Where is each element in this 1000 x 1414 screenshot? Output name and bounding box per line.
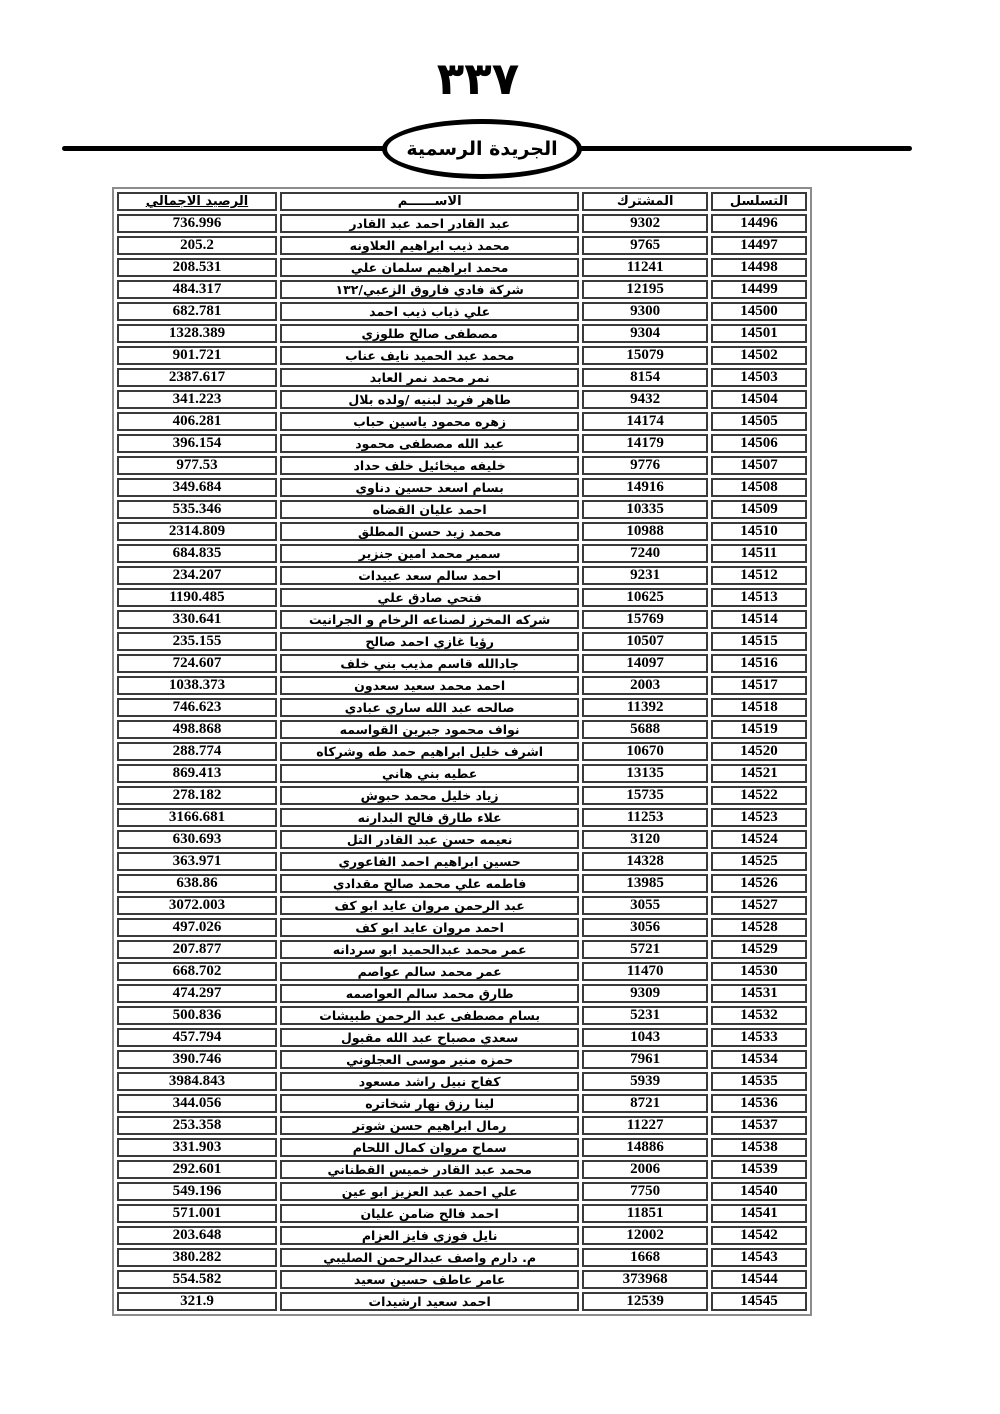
table-row [117, 1204, 807, 1223]
table-row [117, 214, 807, 233]
cell-name: عامر عاطف حسين سعيد [280, 1270, 580, 1289]
cell-balance: 2387.617 [117, 368, 277, 387]
cell-balance: 396.154 [117, 434, 277, 453]
cell-subscriber: 10335 [582, 500, 707, 519]
cell-balance: 535.346 [117, 500, 277, 519]
cell-name: رمال ابراهيم حسن شوتر [280, 1116, 580, 1135]
cell-subscriber: 7240 [582, 544, 707, 563]
cell-serial: 14542 [711, 1226, 807, 1245]
cell-name: محمد عبد القادر خميس القطناني [280, 1160, 580, 1179]
cell-name: علاء طارق فالح البدارنه [280, 808, 580, 827]
cell-name: احمد محمد سعيد سعدون [280, 676, 580, 695]
subscribers-table-container [112, 187, 816, 1316]
cell-balance: 630.693 [117, 830, 277, 849]
cell-balance: 977.53 [117, 456, 277, 475]
cell-name: فتحي صادق علي [280, 588, 580, 607]
cell-balance: 554.582 [117, 1270, 277, 1289]
cell-serial: 14500 [711, 302, 807, 321]
table-row [117, 346, 807, 365]
table-row [117, 1028, 807, 1047]
cell-serial: 14513 [711, 588, 807, 607]
cell-name: بسام اسعد حسين دناوي [280, 478, 580, 497]
col-header-balance: الرصيد الاجمالي [117, 192, 277, 211]
table-row [117, 236, 807, 255]
cell-serial: 14504 [711, 390, 807, 409]
cell-subscriber: 9300 [582, 302, 707, 321]
cell-name: كفاح نبيل راشد مسعود [280, 1072, 580, 1091]
cell-balance: 1190.485 [117, 588, 277, 607]
cell-name: رؤيا غازي احمد صالح [280, 632, 580, 651]
cell-subscriber: 14916 [582, 478, 707, 497]
cell-balance: 330.641 [117, 610, 277, 629]
cell-subscriber: 12539 [582, 1292, 707, 1311]
cell-subscriber: 8154 [582, 368, 707, 387]
cell-name: عمر محمد عبدالحميد ابو سردانه [280, 940, 580, 959]
table-row [117, 1160, 807, 1179]
cell-balance: 288.774 [117, 742, 277, 761]
cell-balance: 331.903 [117, 1138, 277, 1157]
cell-subscriber: 9309 [582, 984, 707, 1003]
cell-serial: 14512 [711, 566, 807, 585]
cell-name: سماح مروان كمال اللحام [280, 1138, 580, 1157]
cell-subscriber: 11227 [582, 1116, 707, 1135]
table-body [117, 214, 807, 1311]
header-row [117, 192, 807, 211]
cell-balance: 724.607 [117, 654, 277, 673]
cell-balance: 571.001 [117, 1204, 277, 1223]
cell-balance: 208.531 [117, 258, 277, 277]
cell-subscriber: 11392 [582, 698, 707, 717]
table-row [117, 1116, 807, 1135]
table-row [117, 1248, 807, 1267]
cell-name: طاهر فريد لبنيه /ولده بلال [280, 390, 580, 409]
cell-subscriber: 10670 [582, 742, 707, 761]
cell-balance: 484.317 [117, 280, 277, 299]
cell-balance: 3984.843 [117, 1072, 277, 1091]
cell-serial: 14518 [711, 698, 807, 717]
cell-name: نايل فوزي فايز العزام [280, 1226, 580, 1245]
cell-balance: 497.026 [117, 918, 277, 937]
cell-name: عبد الله مصطفى محمود [280, 434, 580, 453]
cell-subscriber: 1668 [582, 1248, 707, 1267]
table-row [117, 368, 807, 387]
table-row [117, 478, 807, 497]
cell-balance: 1328.389 [117, 324, 277, 343]
cell-name: محمد ابراهيم سلمان علي [280, 258, 580, 277]
table-row [117, 1050, 807, 1069]
cell-name: عبد القادر احمد عبد القادر [280, 214, 580, 233]
table-row [117, 302, 807, 321]
cell-balance: 406.281 [117, 412, 277, 431]
cell-name: زياد خليل محمد حبوش [280, 786, 580, 805]
cell-serial: 14545 [711, 1292, 807, 1311]
cell-name: طارق محمد سالم العواصمه [280, 984, 580, 1003]
cell-name: جادالله قاسم مذيب بني خلف [280, 654, 580, 673]
page-number: ٣٣٧ [436, 52, 520, 105]
cell-subscriber: 7961 [582, 1050, 707, 1069]
cell-subscriber: 11851 [582, 1204, 707, 1223]
table-row [117, 720, 807, 739]
cell-subscriber: 10988 [582, 522, 707, 541]
table-row [117, 764, 807, 783]
cell-balance: 3166.681 [117, 808, 277, 827]
cell-serial: 14503 [711, 368, 807, 387]
cell-serial: 14530 [711, 962, 807, 981]
cell-serial: 14536 [711, 1094, 807, 1113]
cell-serial: 14538 [711, 1138, 807, 1157]
table-row [117, 786, 807, 805]
table-row [117, 390, 807, 409]
cell-name: محمد عبد الحميد نايف عناب [280, 346, 580, 365]
table-row [117, 852, 807, 871]
cell-serial: 14496 [711, 214, 807, 233]
cell-subscriber: 1043 [582, 1028, 707, 1047]
cell-serial: 14540 [711, 1182, 807, 1201]
table-row [117, 808, 807, 827]
col-header-name: الاســــــم [280, 192, 580, 211]
cell-subscriber: 12195 [582, 280, 707, 299]
cell-serial: 14501 [711, 324, 807, 343]
cell-serial: 14514 [711, 610, 807, 629]
cell-subscriber: 14328 [582, 852, 707, 871]
cell-subscriber: 5688 [582, 720, 707, 739]
cell-name: اشرف خليل ابراهيم حمد طه وشركاه [280, 742, 580, 761]
table-row [117, 654, 807, 673]
cell-name: حسين ابراهيم احمد الفاعوري [280, 852, 580, 871]
col-header-serial: التسلسل [711, 192, 807, 211]
cell-balance: 682.781 [117, 302, 277, 321]
cell-subscriber: 14097 [582, 654, 707, 673]
subscribers-table [112, 187, 812, 1316]
cell-name: خليفه ميخائيل خلف حداد [280, 456, 580, 475]
cell-serial: 14506 [711, 434, 807, 453]
cell-serial: 14535 [711, 1072, 807, 1091]
cell-subscriber: 9765 [582, 236, 707, 255]
cell-name: محمد زيد حسن المطلق [280, 522, 580, 541]
table-row [117, 698, 807, 717]
cell-subscriber: 5721 [582, 940, 707, 959]
cell-serial: 14524 [711, 830, 807, 849]
cell-subscriber: 15769 [582, 610, 707, 629]
cell-balance: 746.623 [117, 698, 277, 717]
cell-serial: 14532 [711, 1006, 807, 1025]
table-row [117, 940, 807, 959]
table-row [117, 918, 807, 937]
table-row [117, 280, 807, 299]
cell-balance: 3072.003 [117, 896, 277, 915]
cell-subscriber: 9432 [582, 390, 707, 409]
cell-name: احمد عليان القضاه [280, 500, 580, 519]
cell-subscriber: 8721 [582, 1094, 707, 1113]
cell-serial: 14541 [711, 1204, 807, 1223]
cell-balance: 549.196 [117, 1182, 277, 1201]
cell-subscriber: 10507 [582, 632, 707, 651]
cell-name: نمر محمد نمر العابد [280, 368, 580, 387]
cell-serial: 14521 [711, 764, 807, 783]
cell-subscriber: 10625 [582, 588, 707, 607]
cell-serial: 14539 [711, 1160, 807, 1179]
cell-name: شركة فادي فاروق الزعبي/١٣٢ [280, 280, 580, 299]
cell-serial: 14511 [711, 544, 807, 563]
cell-subscriber: 3120 [582, 830, 707, 849]
cell-balance: 2314.809 [117, 522, 277, 541]
cell-serial: 14543 [711, 1248, 807, 1267]
cell-subscriber: 9302 [582, 214, 707, 233]
cell-subscriber: 2006 [582, 1160, 707, 1179]
cell-name: عطيه بني هاني [280, 764, 580, 783]
cell-subscriber: 9304 [582, 324, 707, 343]
cell-serial: 14537 [711, 1116, 807, 1135]
cell-subscriber: 13135 [582, 764, 707, 783]
cell-serial: 14522 [711, 786, 807, 805]
table-row [117, 610, 807, 629]
cell-name: عبد الرحمن مروان عايد ابو كف [280, 896, 580, 915]
cell-name: صالحه عبد الله ساري عبادي [280, 698, 580, 717]
cell-balance: 668.702 [117, 962, 277, 981]
cell-name: عمر محمد سالم عواصم [280, 962, 580, 981]
cell-subscriber: 14179 [582, 434, 707, 453]
table-row [117, 566, 807, 585]
cell-subscriber: 14174 [582, 412, 707, 431]
table-row [117, 258, 807, 277]
cell-serial: 14497 [711, 236, 807, 255]
cell-balance: 390.746 [117, 1050, 277, 1069]
cell-name: شركه المخرز لصناعه الرخام و الجرانيت [280, 610, 580, 629]
cell-balance: 498.868 [117, 720, 277, 739]
cell-subscriber: 3055 [582, 896, 707, 915]
cell-name: احمد سالم سعد عبيدات [280, 566, 580, 585]
cell-name: سعدي مصباح عبد الله مقبول [280, 1028, 580, 1047]
table-row [117, 324, 807, 343]
table-row [117, 588, 807, 607]
cell-subscriber: 9231 [582, 566, 707, 585]
cell-subscriber: 373968 [582, 1270, 707, 1289]
cell-balance: 474.297 [117, 984, 277, 1003]
cell-subscriber: 7750 [582, 1182, 707, 1201]
cell-serial: 14534 [711, 1050, 807, 1069]
cell-balance: 253.358 [117, 1116, 277, 1135]
cell-name: لينا رزق نهار شخاتره [280, 1094, 580, 1113]
cell-subscriber: 15735 [582, 786, 707, 805]
cell-serial: 14507 [711, 456, 807, 475]
cell-balance: 500.836 [117, 1006, 277, 1025]
cell-balance: 205.2 [117, 236, 277, 255]
cell-balance: 235.155 [117, 632, 277, 651]
cell-serial: 14544 [711, 1270, 807, 1289]
cell-balance: 278.182 [117, 786, 277, 805]
cell-subscriber: 2003 [582, 676, 707, 695]
cell-serial: 14510 [711, 522, 807, 541]
gazette-banner-label: الجريدة الرسمية [406, 138, 558, 160]
cell-name: احمد مروان عايد ابو كف [280, 918, 580, 937]
cell-balance: 203.648 [117, 1226, 277, 1245]
cell-serial: 14508 [711, 478, 807, 497]
cell-name: نعيمه حسن عبد القادر التل [280, 830, 580, 849]
cell-serial: 14515 [711, 632, 807, 651]
table-row [117, 1094, 807, 1113]
cell-subscriber: 13985 [582, 874, 707, 893]
table-row [117, 434, 807, 453]
cell-serial: 14498 [711, 258, 807, 277]
cell-serial: 14520 [711, 742, 807, 761]
cell-balance: 684.835 [117, 544, 277, 563]
cell-balance: 736.996 [117, 214, 277, 233]
cell-balance: 321.9 [117, 1292, 277, 1311]
cell-serial: 14516 [711, 654, 807, 673]
table-header [117, 192, 807, 211]
table-row [117, 1072, 807, 1091]
cell-balance: 234.207 [117, 566, 277, 585]
table-row [117, 874, 807, 893]
cell-name: نواف محمود جبرين القواسمه [280, 720, 580, 739]
table-row [117, 742, 807, 761]
cell-name: فاطمه علي محمد صالح مقدادي [280, 874, 580, 893]
cell-name: حمزه منير موسى العجلوني [280, 1050, 580, 1069]
cell-serial: 14531 [711, 984, 807, 1003]
cell-balance: 349.684 [117, 478, 277, 497]
cell-balance: 457.794 [117, 1028, 277, 1047]
cell-serial: 14499 [711, 280, 807, 299]
cell-balance: 638.86 [117, 874, 277, 893]
cell-balance: 292.601 [117, 1160, 277, 1179]
cell-name: بسام مصطفى عبد الرحمن طبيشات [280, 1006, 580, 1025]
col-header-subscriber: المشترك [582, 192, 707, 211]
cell-serial: 14519 [711, 720, 807, 739]
table-row [117, 1138, 807, 1157]
table-row [117, 984, 807, 1003]
table-row [117, 1182, 807, 1201]
cell-subscriber: 11241 [582, 258, 707, 277]
cell-balance: 901.721 [117, 346, 277, 365]
cell-name: احمد سعيد ارشيدات [280, 1292, 580, 1311]
cell-serial: 14528 [711, 918, 807, 937]
cell-name: زهره محمود ياسين حباب [280, 412, 580, 431]
table-row [117, 412, 807, 431]
table-row [117, 500, 807, 519]
cell-subscriber: 11253 [582, 808, 707, 827]
table-row [117, 1292, 807, 1311]
cell-name: علي احمد عبد العزيز ابو عين [280, 1182, 580, 1201]
cell-subscriber: 5939 [582, 1072, 707, 1091]
table-row [117, 544, 807, 563]
cell-subscriber: 15079 [582, 346, 707, 365]
table-row [117, 962, 807, 981]
table-row [117, 830, 807, 849]
cell-balance: 341.223 [117, 390, 277, 409]
table-row [117, 896, 807, 915]
cell-name: مصطفى صالح طلوزي [280, 324, 580, 343]
cell-serial: 14525 [711, 852, 807, 871]
table-row [117, 676, 807, 695]
cell-subscriber: 14886 [582, 1138, 707, 1157]
cell-name: احمد فالح ضامن عليان [280, 1204, 580, 1223]
cell-balance: 363.971 [117, 852, 277, 871]
cell-serial: 14502 [711, 346, 807, 365]
cell-balance: 869.413 [117, 764, 277, 783]
gazette-banner [382, 119, 582, 179]
cell-name: م. دارم واصف عبدالرحمن الصليبي [280, 1248, 580, 1267]
table-row [117, 1270, 807, 1289]
table-row [117, 456, 807, 475]
cell-subscriber: 3056 [582, 918, 707, 937]
table-row [117, 632, 807, 651]
cell-name: محمد ذيب ابراهيم العلاونه [280, 236, 580, 255]
cell-serial: 14523 [711, 808, 807, 827]
cell-balance: 1038.373 [117, 676, 277, 695]
cell-subscriber: 5231 [582, 1006, 707, 1025]
table-row [117, 522, 807, 541]
cell-name: علي ذياب ذيب احمد [280, 302, 580, 321]
cell-serial: 14509 [711, 500, 807, 519]
cell-serial: 14529 [711, 940, 807, 959]
cell-balance: 380.282 [117, 1248, 277, 1267]
cell-serial: 14505 [711, 412, 807, 431]
cell-serial: 14526 [711, 874, 807, 893]
cell-serial: 14517 [711, 676, 807, 695]
cell-subscriber: 12002 [582, 1226, 707, 1245]
cell-serial: 14533 [711, 1028, 807, 1047]
cell-subscriber: 9776 [582, 456, 707, 475]
table-row [117, 1006, 807, 1025]
cell-balance: 207.877 [117, 940, 277, 959]
cell-name: سمير محمد امين جنزير [280, 544, 580, 563]
cell-balance: 344.056 [117, 1094, 277, 1113]
cell-serial: 14527 [711, 896, 807, 915]
table-row [117, 1226, 807, 1245]
cell-subscriber: 11470 [582, 962, 707, 981]
